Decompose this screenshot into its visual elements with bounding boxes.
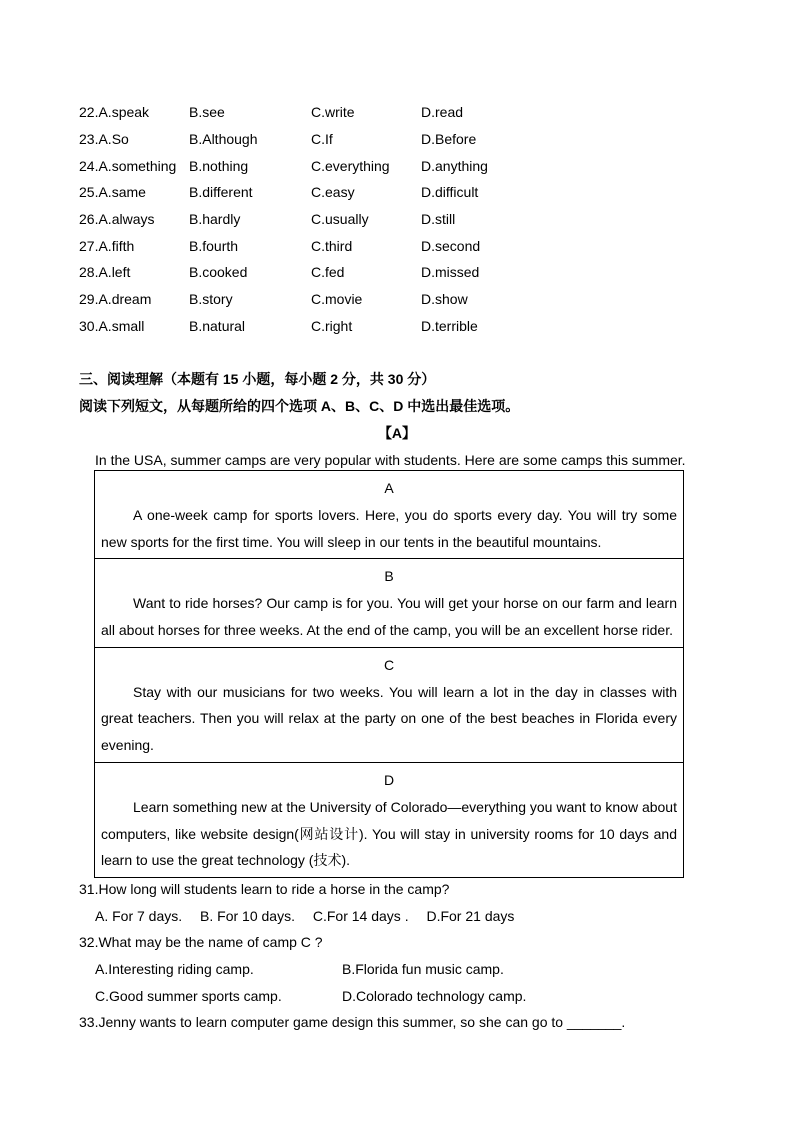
option-d: D.show (421, 291, 468, 307)
passage-label: 【A】 (377, 425, 417, 441)
option-a: 25.A.same (79, 184, 146, 200)
option-d: D.terrible (421, 318, 478, 334)
choice-d: D.For 21 days (426, 908, 515, 924)
option-a: 24.A.something (79, 158, 177, 174)
option-b: B.see (189, 104, 225, 120)
option-d: D.still (421, 211, 456, 227)
camp-description: Want to ride horses? Our camp is for you. You will get your horse on our farm and learn all about horses for three weeks. At the end of the camp, you will be an excellent horse rider. (101, 595, 677, 638)
camp-letter: D (383, 771, 395, 788)
option-c: C.third (311, 238, 353, 254)
question-31-stem: 31.How long will students learn to ride a horse in the camp? (79, 881, 450, 897)
option-c: C.easy (311, 184, 355, 200)
option-d: D.read (421, 104, 464, 120)
option-c: C.write (311, 104, 355, 120)
camp-cell (95, 559, 684, 647)
option-a: 30.A.small (79, 318, 145, 334)
camp-row (95, 471, 684, 559)
option-b: B.hardly (189, 211, 241, 227)
option-c: C.everything (311, 158, 390, 174)
option-b: B.story (189, 291, 233, 307)
option-c: C.fed (311, 264, 345, 280)
choice-a: A. For 7 days. (95, 908, 183, 924)
camp-description: A one-week camp for sports lovers. Here, you do sports every day. You will try some new sports for the first time. You will sleep in our tents in the beautiful mountains. (101, 506, 677, 550)
camp-cell (95, 647, 684, 762)
camp-row (95, 647, 684, 762)
camp-letter: A (384, 480, 394, 496)
option-d: D.second (421, 238, 481, 254)
camp-cell (95, 762, 684, 877)
choice-c: C.Good summer sports camp. (95, 988, 282, 1004)
option-a: 23.A.So (79, 131, 129, 147)
camp-description: Learn something new at the University of Colorado—everything you want to know about computers, like website design(网站设计). You will stay in university rooms for 10 days and learn to use the great technology (技术). (101, 798, 677, 869)
option-b: B.fourth (189, 238, 239, 254)
camp-cell (95, 471, 684, 559)
choice-c: C.For 14 days . (312, 908, 409, 924)
option-a: 28.A.left (79, 264, 131, 280)
option-b: B.cooked (189, 264, 248, 280)
question-31-choices (95, 906, 528, 926)
option-b: B.nothing (189, 158, 249, 174)
passage-intro: In the USA, summer camps are very popular with students. Here are some camps this summer. (95, 452, 686, 468)
choice-b: B.Florida fun music camp. (342, 961, 504, 977)
option-c: C.usually (311, 211, 369, 227)
camp-row (95, 762, 684, 877)
option-d: D.anything (421, 158, 488, 174)
choice-b: B. For 10 days. (200, 908, 295, 924)
question-33-stem: 33.Jenny wants to learn computer game design this summer, so she can go to _______. (79, 1014, 626, 1030)
section-title: 三、阅读理解（本题有 15 小题，每小题 2 分，共 30 分） (79, 371, 436, 387)
question-32-stem: 32.What may be the name of camp C ? (79, 934, 323, 950)
camp-letter: B (384, 568, 394, 585)
option-d: D.Before (421, 131, 477, 147)
choice-d: D.Colorado technology camp. (342, 988, 527, 1004)
option-a: 29.A.dream (79, 291, 152, 307)
option-b: B.Although (189, 131, 258, 147)
section-instruction: 阅读下列短文，从每题所给的四个选项 A、B、C、D 中选出最佳选项。 (79, 398, 520, 414)
camp-row (95, 559, 684, 647)
option-d: D.difficult (421, 184, 479, 200)
option-a: 27.A.fifth (79, 238, 135, 254)
option-c: C.right (311, 318, 353, 334)
option-d: D.missed (421, 264, 480, 280)
camp-description: Stay with our musicians for two weeks. You will learn a lot in the day in classes with great teachers. Then you will relax at the party on one of the best beaches in Florida every evening. (101, 683, 677, 754)
option-b: B.natural (189, 318, 246, 334)
option-b: B.different (189, 184, 253, 200)
option-a: 22.A.speak (79, 104, 150, 120)
camp-letter: C (383, 656, 395, 673)
option-c: C.movie (311, 291, 363, 307)
choice-a: A.Interesting riding camp. (95, 961, 254, 977)
option-c: C.If (311, 131, 333, 147)
camps-table (94, 470, 684, 878)
option-a: 26.A.always (79, 211, 155, 227)
